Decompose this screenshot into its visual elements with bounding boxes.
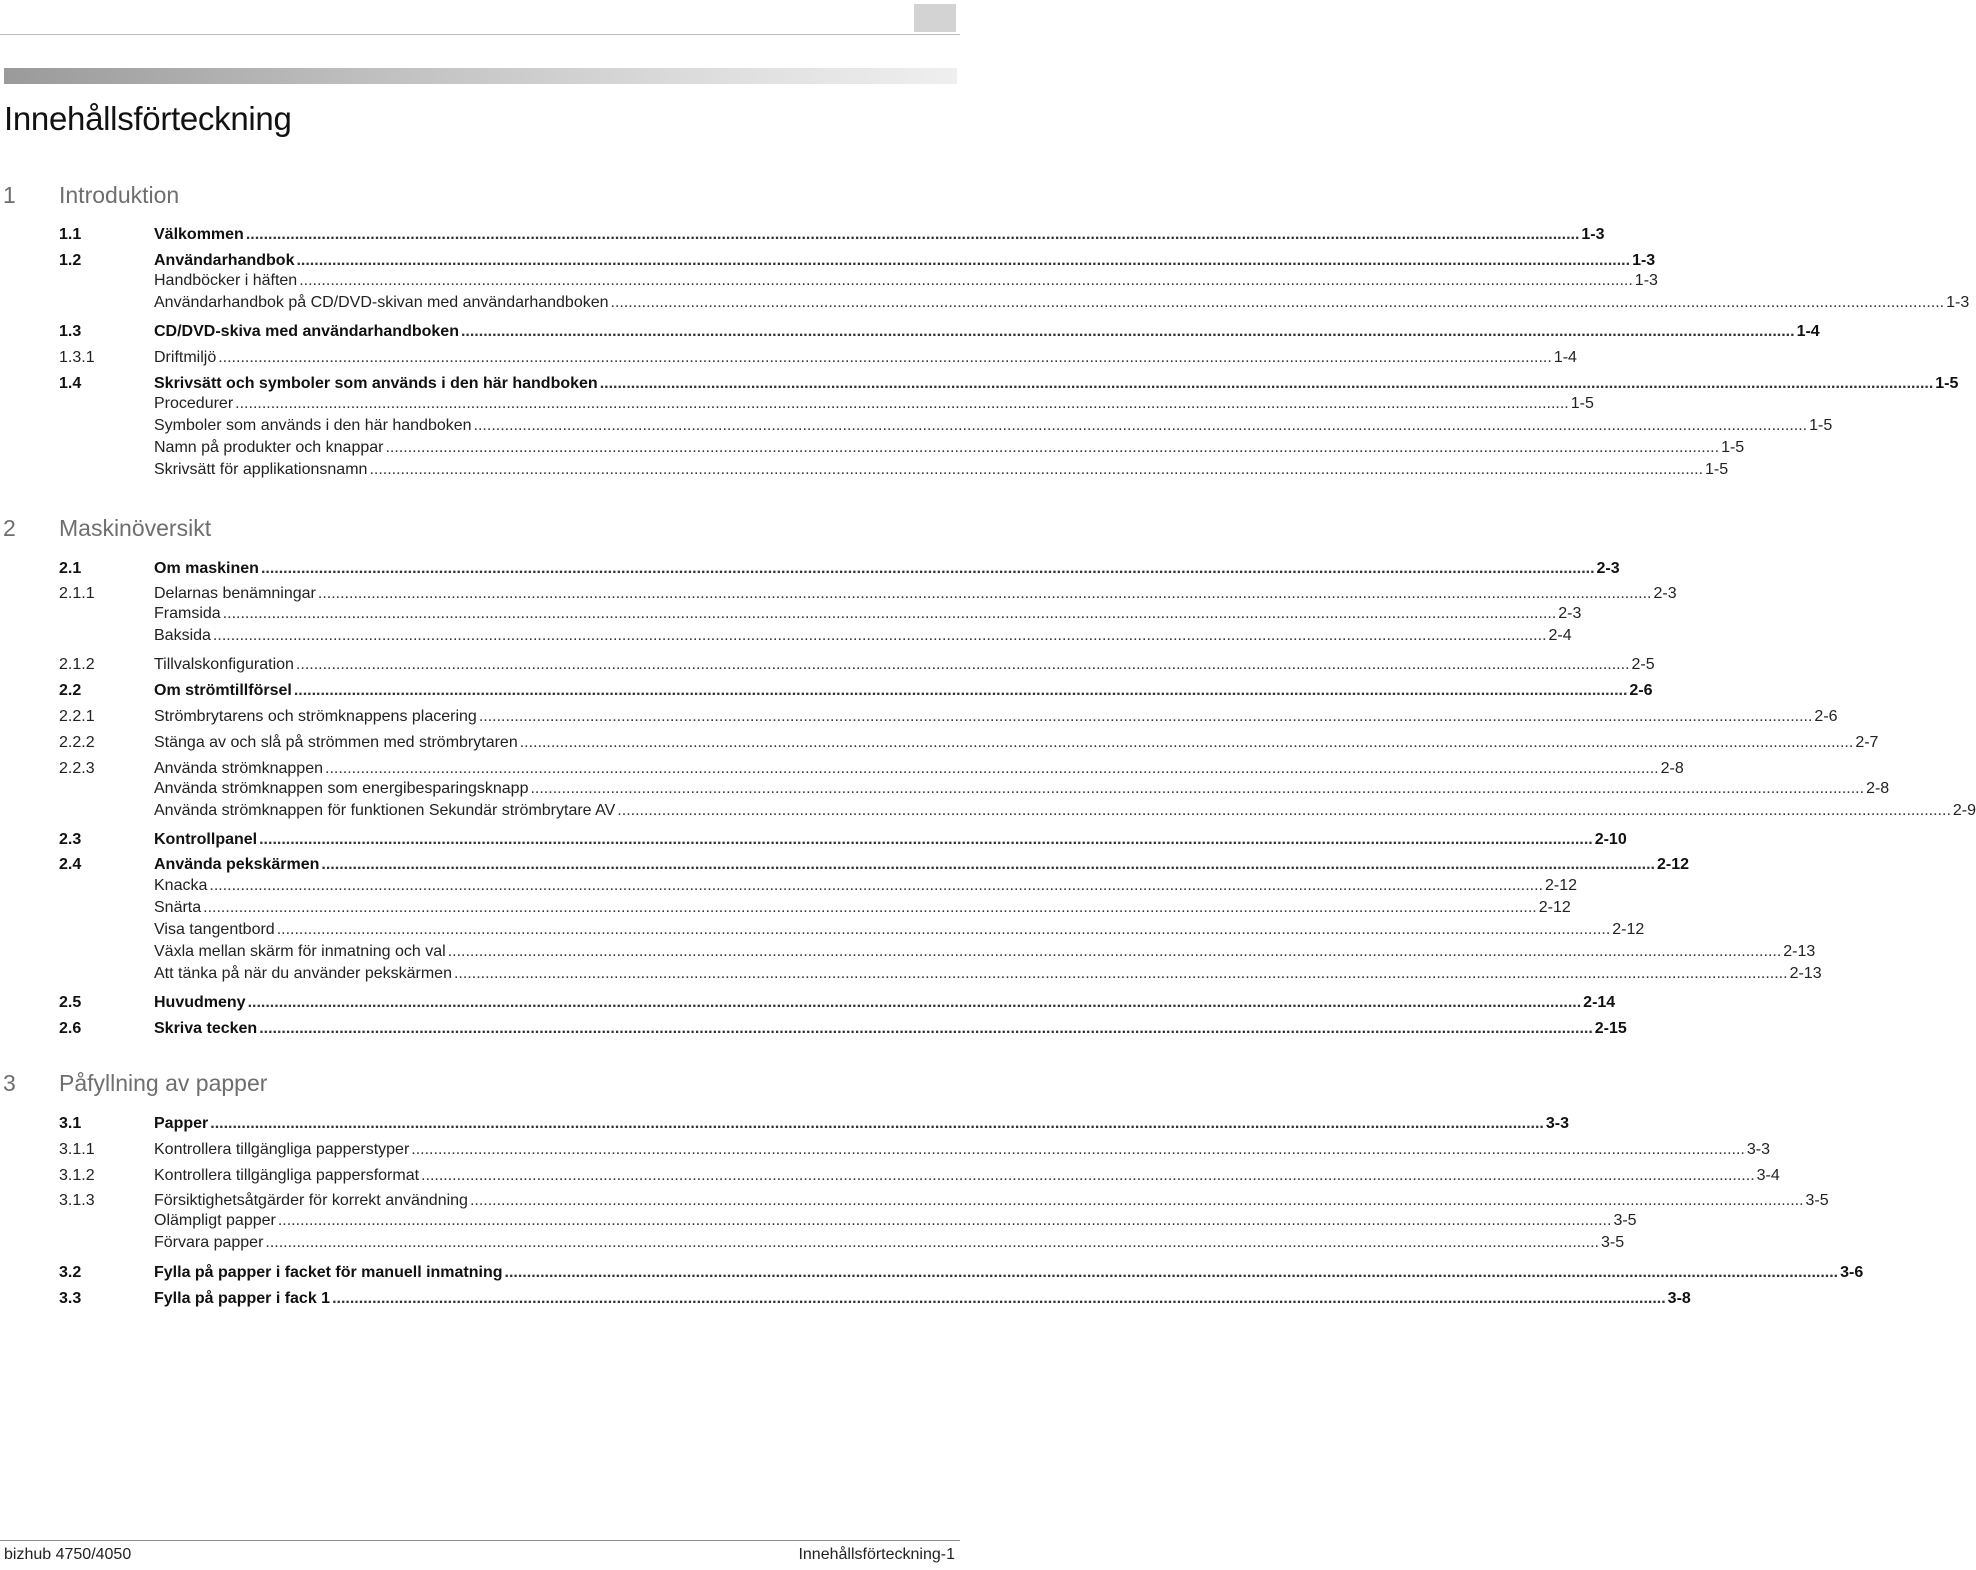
toc-entry[interactable] [59, 963, 1822, 984]
toc-entry[interactable] [59, 1190, 1829, 1211]
top-rule [0, 34, 960, 35]
toc-entry-page: 2-13 [1789, 965, 1822, 982]
toc-entry-title: Om maskinen [154, 560, 259, 577]
toc-entry-line [154, 1113, 1569, 1134]
toc-entry-page: 3-5 [1805, 1192, 1829, 1209]
dot-leader: ............................................................................................................................................................................................................................................................................................................ [321, 856, 1655, 873]
toc-entry[interactable] [59, 680, 1653, 701]
toc-entry-page: 2-5 [1631, 656, 1655, 673]
toc-entry-line [154, 270, 1658, 291]
toc-entry[interactable] [59, 1165, 1780, 1186]
toc-entry-line [154, 437, 1745, 458]
toc-entry[interactable] [59, 558, 1620, 579]
toc-entry-title: Stänga av och slå på strömmen med strömbrytaren [154, 734, 518, 751]
toc-entry-line [154, 1232, 1625, 1253]
chapter-heading [0, 515, 960, 549]
toc-entry-page: 2-3 [1653, 585, 1677, 602]
toc-entry-page: 2-6 [1629, 682, 1653, 699]
toc-entry-page: 1-3 [1634, 272, 1658, 289]
toc-entry-line [154, 224, 1605, 245]
toc-entry-page: 1-5 [1570, 395, 1594, 412]
toc-entry-line [154, 992, 1616, 1013]
toc-entry-line [154, 706, 1838, 727]
dot-leader: ............................................................................................................................................................................................................................................................................................................ [421, 1167, 1755, 1184]
dot-leader: ............................................................................................................................................................................................................................................................................................................ [469, 1192, 1804, 1209]
toc-entry-number: 2.6 [59, 1020, 82, 1037]
toc-entry-number: 1.3.1 [59, 349, 95, 366]
toc-entry[interactable] [59, 778, 1890, 799]
toc-entry-page: 2-8 [1660, 760, 1684, 777]
toc-entry[interactable] [59, 393, 1594, 414]
toc-entry-page: 1-3 [1581, 226, 1605, 243]
toc-entry-page: 3-3 [1545, 1115, 1569, 1132]
toc-entry-page: 2-12 [1544, 877, 1577, 894]
toc-entry-title: Delarnas benämningar [154, 585, 316, 602]
dot-leader: ............................................................................................................................................................................................................................................................................................................ [209, 877, 1543, 894]
toc-entry-number: 2.2.2 [59, 734, 95, 751]
toc-entry-title: Handböcker i häften [154, 272, 298, 289]
header-band [4, 68, 957, 84]
toc-entry-line [154, 1139, 1770, 1160]
toc-entry-number: 2.1 [59, 560, 82, 577]
toc-entry-line [154, 459, 1729, 480]
footer-rule [0, 1540, 960, 1541]
dot-leader: ............................................................................................................................................................................................................................................................................................................ [453, 965, 1788, 982]
toc-entry-line [154, 393, 1594, 414]
toc-entry-page: 1-5 [1935, 375, 1959, 392]
toc-entry-number: 1.1 [59, 226, 82, 243]
toc-entry[interactable] [59, 347, 1577, 368]
toc-entry-line [154, 680, 1653, 701]
toc-entry-line [154, 1190, 1829, 1211]
toc-entry-number: 2.2.1 [59, 708, 95, 725]
dot-leader: ............................................................................................................................................................................................................................................................................................................ [447, 943, 1782, 960]
toc-entry-title: Använda strömknappen som energibesparingsknapp [154, 780, 529, 797]
toc-entry-number: 1.3 [59, 323, 82, 340]
dot-leader: ............................................................................................................................................................................................................................................................................................................ [222, 605, 1557, 622]
toc-entry-title: Huvudmeny [154, 994, 246, 1011]
toc-entry-number: 3.1.1 [59, 1141, 95, 1158]
dot-leader: ............................................................................................................................................................................................................................................................................................................ [203, 899, 1537, 916]
toc-entry-number: 2.2 [59, 682, 82, 699]
dot-leader: ............................................................................................................................................................................................................................................................................................................ [218, 349, 1552, 366]
toc-entry-title: Snärta [154, 899, 202, 916]
toc-entry-title: Att tänka på när du använder pekskärmen [154, 965, 452, 982]
toc-entry-title: Fylla på papper i facket för manuell inmatning [154, 1264, 503, 1281]
toc-entry[interactable] [59, 459, 1729, 480]
toc-entry[interactable] [59, 321, 1820, 342]
toc-entry-number: 2.2.3 [59, 760, 95, 777]
page-title: Innehållsförteckning [4, 100, 292, 137]
dot-leader: ............................................................................................................................................................................................................................................................................................................ [277, 1212, 1612, 1229]
toc-entry-line [154, 321, 1820, 342]
toc-entry-title: Skrivsätt och symboler som används i den här handboken [154, 375, 598, 392]
toc-entry-title: Framsida [154, 605, 221, 622]
toc-entry-title: Välkommen [154, 226, 244, 243]
toc-entry-number: 1.2 [59, 252, 82, 269]
toc-entry[interactable] [59, 919, 1645, 940]
toc-entry-number: 3.1 [59, 1115, 82, 1132]
dot-leader: ............................................................................................................................................................................................................................................................................................................ [317, 585, 1652, 602]
toc-entry-line [154, 1018, 1627, 1039]
chapter-number: 3 [3, 1070, 16, 1096]
chapter-heading [0, 1070, 960, 1104]
toc-entry[interactable] [59, 1113, 1569, 1134]
toc-entry-title: Procedurer [154, 395, 234, 412]
dot-leader: ............................................................................................................................................................................................................................................................................................................ [265, 1234, 1599, 1251]
footer-page-label: Innehållsförteckning-1 [798, 1546, 955, 1563]
toc-entry-number: 3.1.3 [59, 1192, 95, 1209]
toc-entry[interactable] [59, 415, 1833, 436]
chapter-number: 1 [3, 182, 16, 208]
toc-entry[interactable] [59, 875, 1577, 896]
toc-entry[interactable] [59, 829, 1627, 850]
dot-leader: ............................................................................................................................................................................................................................................................................................................ [259, 1020, 1593, 1037]
toc-entry-title: Fylla på papper i fack 1 [154, 1290, 331, 1307]
chapter-heading [0, 182, 960, 216]
dot-leader: ............................................................................................................................................................................................................................................................................................................ [610, 294, 1945, 311]
toc-entry[interactable] [59, 1262, 1864, 1283]
dot-leader: ............................................................................................................................................................................................................................................................................................................ [295, 656, 1630, 673]
toc-entry-page: 2-12 [1538, 899, 1571, 916]
dot-leader: ............................................................................................................................................................................................................................................................................................................ [473, 417, 1808, 434]
toc-entry-line [154, 778, 1890, 799]
toc-entry-title: Papper [154, 1115, 209, 1132]
toc-entry[interactable] [59, 1139, 1770, 1160]
toc-entry-page: 2-9 [1952, 802, 1976, 819]
dot-leader: ............................................................................................................................................................................................................................................................................................................ [617, 802, 1951, 819]
toc-entry[interactable] [59, 992, 1616, 1013]
toc-entry-number: 2.1.1 [59, 585, 95, 602]
toc-entry-title: Skrivsätt för applikationsnamn [154, 461, 368, 478]
toc-entry-line [154, 897, 1571, 918]
toc-entry-line [154, 292, 1970, 313]
toc-entry-page: 1-4 [1796, 323, 1820, 340]
chapter-number: 2 [3, 515, 16, 541]
chapter-title: Påfyllning av papper [59, 1070, 268, 1096]
toc-entry[interactable] [59, 1210, 1637, 1231]
toc-entry[interactable] [59, 654, 1655, 675]
toc-entry-page: 2-8 [1866, 780, 1890, 797]
toc-entry-line [154, 654, 1655, 675]
toc-entry-line [154, 347, 1577, 368]
toc-entry[interactable] [59, 706, 1838, 727]
toc-entry-line [154, 373, 1959, 394]
toc-entry[interactable] [59, 224, 1605, 245]
toc-entry-page: 3-3 [1746, 1141, 1770, 1158]
dot-leader: ............................................................................................................................................................................................................................................................................................................ [369, 461, 1704, 478]
toc-entry[interactable] [59, 437, 1745, 458]
toc-entry-title: Strömbrytarens och strömknappens placering [154, 708, 477, 725]
dot-leader: ............................................................................................................................................................................................................................................................................................................ [212, 627, 1547, 644]
dot-leader: ............................................................................................................................................................................................................................................................................................................ [478, 708, 1813, 725]
toc-entry-page: 1-5 [1721, 439, 1745, 456]
toc-entry-title: Användarhandbok [154, 252, 295, 269]
toc-entry-page: 2-7 [1855, 734, 1879, 751]
toc-entry-title: Förvara papper [154, 1234, 264, 1251]
toc-entry-line [154, 800, 1976, 821]
toc-entry-number: 3.1.2 [59, 1167, 95, 1184]
toc-entry-number: 3.3 [59, 1290, 82, 1307]
toc-entry-title: Använda pekskärmen [154, 856, 320, 873]
toc-entry-page: 1-4 [1553, 349, 1577, 366]
dot-leader: ............................................................................................................................................................................................................................................................................................................ [504, 1264, 1839, 1281]
chapter-title: Introduktion [59, 182, 180, 208]
dot-leader: ............................................................................................................................................................................................................................................................................................................ [293, 682, 1628, 699]
toc-entry-page: 1-5 [1809, 417, 1833, 434]
toc-entry-title: Försiktighetsåtgärder för korrekt användning [154, 1192, 468, 1209]
dot-leader: ............................................................................................................................................................................................................................................................................................................ [247, 994, 1582, 1011]
toc-entry-title: Använda strömknappen för funktionen Sekundär strömbrytare AV [154, 802, 616, 819]
toc-entry-title: Använda strömknappen [154, 760, 323, 777]
toc-entry[interactable] [59, 1232, 1625, 1253]
toc-entry[interactable] [59, 583, 1677, 604]
toc-entry[interactable] [59, 800, 1976, 821]
dot-leader: ............................................................................................................................................................................................................................................................................................................ [460, 323, 1795, 340]
dot-leader: ............................................................................................................................................................................................................................................................................................................ [599, 375, 1934, 392]
toc-entry-title: Kontrollera tillgängliga papperstyper [154, 1141, 410, 1158]
chapter-title: Maskinöversikt [59, 515, 212, 541]
toc-entry-title: Namn på produkter och knappar [154, 439, 384, 456]
dot-leader: ............................................................................................................................................................................................................................................................................................................ [296, 252, 1631, 269]
toc-entry-line [154, 875, 1577, 896]
toc-entry[interactable] [59, 250, 1656, 271]
dot-leader: ............................................................................................................................................................................................................................................................................................................ [210, 1115, 1544, 1132]
toc-entry-page: 2-3 [1558, 605, 1582, 622]
toc-entry-line [154, 941, 1816, 962]
toc-entry-title: Användarhandbok på CD/DVD-skivan med användarhandboken [154, 294, 609, 311]
toc-entry-number: 2.3 [59, 831, 82, 848]
toc-entry-line [154, 758, 1684, 779]
toc-entry-title: Kontrollpanel [154, 831, 258, 848]
toc-entry-title: Baksida [154, 627, 211, 644]
toc-entry[interactable] [59, 732, 1879, 753]
toc-entry-line [154, 1165, 1780, 1186]
toc-entry-page: 2-4 [1548, 627, 1572, 644]
toc-entry-title: Tillvalskonfiguration [154, 656, 294, 673]
toc-entry-page: 1-3 [1946, 294, 1970, 311]
dot-leader: ............................................................................................................................................................................................................................................................................................................ [530, 780, 1865, 797]
toc-entry-title: Olämpligt papper [154, 1212, 276, 1229]
dot-leader: ............................................................................................................................................................................................................................................................................................................ [519, 734, 1854, 751]
toc-entry-title: Knacka [154, 877, 208, 894]
toc-entry[interactable] [59, 1288, 1691, 1309]
toc-entry-title: CD/DVD-skiva med användarhandboken [154, 323, 459, 340]
toc-entry-line [154, 1262, 1864, 1283]
toc-entry[interactable] [59, 292, 1970, 313]
toc-entry-number: 2.5 [59, 994, 82, 1011]
toc-entry-number: 2.4 [59, 856, 82, 873]
toc-entry-line [154, 250, 1656, 271]
toc-entry-number: 2.1.2 [59, 656, 95, 673]
toc-entry[interactable] [59, 625, 1572, 646]
toc-entry-title: Visa tangentbord [154, 921, 275, 938]
toc-entry-title: Driftmiljö [154, 349, 217, 366]
toc-entry-number: 1.4 [59, 375, 82, 392]
toc-entry-line [154, 603, 1582, 624]
toc-entry-line [154, 732, 1879, 753]
toc-entry-line [154, 625, 1572, 646]
toc-entry-title: Om strömtillförsel [154, 682, 292, 699]
toc-entry-line [154, 854, 1690, 875]
toc-entry-page: 1-5 [1705, 461, 1729, 478]
toc-entry-title: Kontrollera tillgängliga pappersformat [154, 1167, 420, 1184]
toc-entry-line [154, 558, 1620, 579]
toc-entry[interactable] [59, 270, 1658, 291]
toc-entry-line [154, 1210, 1637, 1231]
toc-entry-title: Symboler som används i den här handboken [154, 417, 472, 434]
footer-product-name: bizhub 4750/4050 [4, 1546, 132, 1563]
dot-leader: ............................................................................................................................................................................................................................................................................................................ [411, 1141, 1745, 1158]
toc-entry-page: 3-5 [1613, 1212, 1637, 1229]
toc-entry-page: 2-12 [1657, 856, 1690, 873]
dot-leader: ............................................................................................................................................................................................................................................................................................................ [235, 395, 1569, 412]
toc-entry-page: 3-5 [1600, 1234, 1625, 1251]
toc-entry[interactable] [59, 1018, 1627, 1039]
toc-entry-page: 2-14 [1583, 994, 1616, 1011]
dot-leader: ............................................................................................................................................................................................................................................................................................................ [325, 760, 1659, 777]
toc-entry-page: 2-10 [1594, 831, 1627, 848]
toc-entry[interactable] [59, 373, 1959, 394]
toc-entry-line [154, 919, 1645, 940]
dot-leader: ............................................................................................................................................................................................................................................................................................................ [245, 226, 1580, 243]
toc-entry-title: Växla mellan skärm för inmatning och val [154, 943, 446, 960]
toc-entry[interactable] [59, 897, 1571, 918]
toc-entry-page: 3-8 [1667, 1290, 1691, 1307]
dot-leader: ............................................................................................................................................................................................................................................................................................................ [260, 560, 1595, 577]
toc-entry[interactable] [59, 758, 1684, 779]
toc-entry-page: 3-6 [1840, 1264, 1864, 1281]
toc-entry-page: 3-4 [1756, 1167, 1780, 1184]
toc-entry-page: 1-3 [1632, 252, 1656, 269]
toc-entry[interactable] [59, 603, 1582, 624]
dot-leader: ............................................................................................................................................................................................................................................................................................................ [276, 921, 1611, 938]
toc-entry-line [154, 583, 1677, 604]
toc-entry-title: Skriva tecken [154, 1020, 258, 1037]
toc-entry-page: 2-15 [1594, 1020, 1627, 1037]
dot-leader: ............................................................................................................................................................................................................................................................................................................ [332, 1290, 1666, 1307]
toc-entry-page: 2-12 [1612, 921, 1645, 938]
toc-entry-line [154, 415, 1833, 436]
toc-entry-number: 3.2 [59, 1264, 82, 1281]
toc-entry-page: 2-3 [1596, 560, 1620, 577]
dot-leader: ............................................................................................................................................................................................................................................................................................................ [299, 272, 1633, 289]
toc-entry-line [154, 829, 1627, 850]
toc-entry-page: 2-13 [1783, 943, 1816, 960]
dot-leader: ............................................................................................................................................................................................................................................................................................................ [385, 439, 1720, 456]
dot-leader: ............................................................................................................................................................................................................................................................................................................ [259, 831, 1593, 848]
toc-entry-line [154, 1288, 1691, 1309]
toc-entry[interactable] [59, 854, 1690, 875]
corner-tab [914, 4, 956, 32]
toc-entry[interactable] [59, 941, 1816, 962]
toc-entry-line [154, 963, 1822, 984]
toc-entry-page: 2-6 [1814, 708, 1838, 725]
